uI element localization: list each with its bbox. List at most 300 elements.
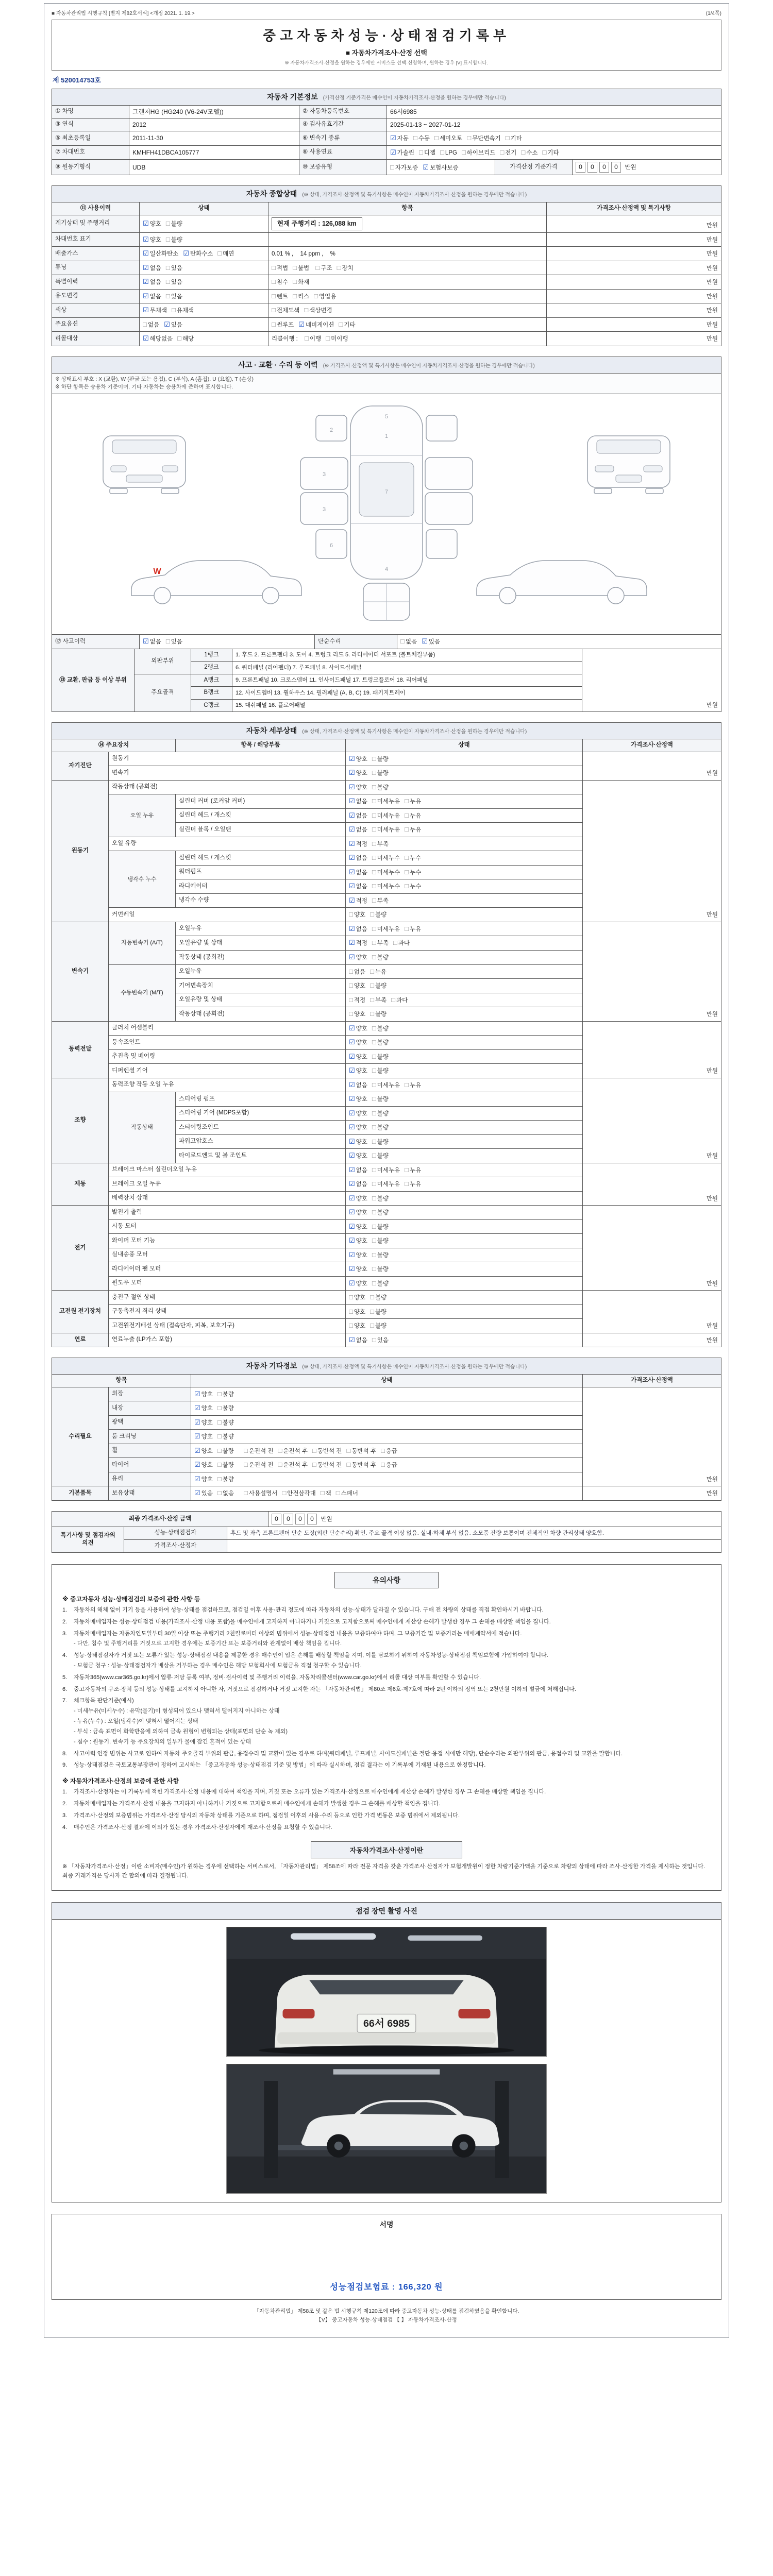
rank-label: 2랭크 — [191, 662, 232, 674]
checkbox-누유[interactable]: □ 누유 — [405, 1165, 422, 1174]
checkbox-없음[interactable]: ☑ 없음 — [349, 854, 367, 862]
opinion-role-label: 가격조사·산정자 — [124, 1540, 227, 1553]
row-label: 리콜대상 — [52, 332, 140, 346]
checkbox-잭[interactable]: □ 잭 — [320, 1489, 331, 1497]
checkbox-양호[interactable]: □ 양호 — [349, 1307, 366, 1315]
notice-heading-2: ※ 자동차가격조사·산정의 보증에 관한 사항 — [62, 1777, 179, 1785]
checkbox-양호[interactable]: ☑ 양호 — [349, 953, 367, 961]
checkbox-적정[interactable]: ☑ 적정 — [349, 839, 367, 848]
checkbox-양호[interactable]: □ 양호 — [349, 1321, 366, 1330]
checkbox-운전석 후[interactable]: □ 운전석 후 — [278, 1461, 308, 1469]
col-misc-state: 상태 — [191, 1375, 583, 1387]
checkbox-icon: □ — [272, 263, 276, 272]
checkbox-적정[interactable]: ☑ 적정 — [349, 939, 367, 947]
checkbox-icon: □ — [372, 1222, 376, 1230]
checkbox-없음[interactable]: ☑ 없음 — [349, 924, 367, 933]
checkbox-불량[interactable]: □ 불량 — [372, 1250, 389, 1259]
misc-item-label: 유리 — [109, 1472, 191, 1486]
checkbox-불량[interactable]: □ 불량 — [370, 910, 387, 919]
checkbox-침수[interactable]: □ 침수 — [272, 278, 289, 286]
item-label: 타이로드엔드 및 볼 조인트 — [176, 1149, 346, 1163]
checkbox-불량[interactable]: □ 불량 — [372, 1109, 389, 1117]
checkbox-미세누수[interactable]: □ 미세누수 — [372, 882, 400, 890]
checkbox-안전삼각대[interactable]: □ 안전삼각대 — [282, 1489, 316, 1497]
checkbox-icon: ☑ — [349, 1024, 355, 1032]
checkbox-불법[interactable]: □ 불법 — [293, 263, 310, 272]
checkbox-누수[interactable]: □ 누수 — [405, 854, 422, 862]
checkbox-가솔린[interactable]: ☑ 가솔린 — [390, 148, 414, 156]
item-state — [346, 1291, 583, 1305]
checkbox-양호[interactable]: ☑ 양호 — [349, 1066, 367, 1075]
item-label: 발전기 출력 — [109, 1206, 346, 1220]
group-label: 변속기 — [52, 922, 109, 1021]
checkbox-icon: □ — [372, 1265, 376, 1273]
checkbox-불량[interactable]: □ 불량 — [372, 1024, 389, 1032]
checkbox-응급[interactable]: □ 응급 — [380, 1446, 398, 1454]
checkbox-없음[interactable]: ☑ 없음 — [349, 882, 367, 890]
checkbox-적법[interactable]: □ 적법 — [272, 263, 289, 272]
panel-number-label: 7 — [384, 489, 389, 496]
checkbox-디젤[interactable]: □ 디젤 — [418, 148, 436, 156]
checkbox-기타[interactable]: □ 기타 — [339, 320, 356, 328]
checkbox-LPG[interactable]: □ LPG — [440, 148, 457, 156]
rear-view-outline — [587, 436, 670, 494]
checkbox-유채색[interactable]: □ 유채색 — [171, 306, 194, 314]
checkbox-과다[interactable]: □ 과다 — [393, 939, 410, 947]
checkbox-양호[interactable]: □ 양호 — [349, 1010, 366, 1018]
checkbox-양호[interactable]: ☑ 양호 — [349, 1052, 367, 1060]
first-registration-label: ⑤ 최초등록일 — [52, 131, 129, 146]
checkbox-불량[interactable]: □ 불량 — [165, 219, 182, 227]
checkbox-무단변속기[interactable]: □ 무단변속기 — [467, 134, 501, 142]
checkbox-icon: □ — [165, 219, 170, 227]
checkbox-썬루프[interactable]: □ 썬루프 — [272, 320, 294, 328]
checkbox-있음[interactable]: □ 있음 — [165, 263, 182, 272]
exchange-rank-table — [52, 649, 721, 713]
checkbox-양호[interactable]: ☑ 양호 — [194, 1461, 213, 1469]
checkbox-없음[interactable]: □ 없음 — [217, 1489, 234, 1497]
misc-item-label: 광택 — [109, 1415, 191, 1430]
checkbox-누유[interactable]: □ 누유 — [405, 825, 422, 834]
checkbox-양호[interactable]: ☑ 양호 — [143, 235, 161, 243]
checkbox-운전석 전[interactable]: □ 운전석 전 — [243, 1446, 274, 1454]
checkbox-icon: □ — [312, 1446, 316, 1454]
detail-row — [52, 1163, 721, 1177]
checkbox-자동[interactable]: ☑ 자동 — [390, 134, 409, 142]
opinion-role-label: 성능·상태점검자 — [124, 1527, 227, 1540]
checkbox-양호[interactable]: ☑ 양호 — [349, 1038, 367, 1046]
checkbox-매연[interactable]: □ 매연 — [217, 249, 234, 258]
checkbox-icon: ☑ — [349, 939, 355, 947]
checkbox-일산화탄소[interactable]: ☑ 일산화탄소 — [143, 249, 179, 258]
checkbox-icon: □ — [370, 910, 374, 919]
checkbox-icon: □ — [171, 306, 176, 314]
checkbox-불량[interactable]: □ 불량 — [217, 1446, 234, 1454]
checkbox-있음[interactable]: ☑ 있음 — [422, 637, 440, 646]
item-label: 배력장치 상태 — [109, 1191, 346, 1206]
checkbox-미세누유[interactable]: □ 미세누유 — [372, 797, 400, 805]
checkbox-누유[interactable]: □ 누유 — [405, 811, 422, 819]
item-state — [346, 893, 583, 908]
vehicle-name-value: 그랜저HG (HG240 (V6-24V모델)) — [129, 105, 299, 118]
price-survey-option-label: ■ 자동차가격조사·산정 선택 — [346, 49, 427, 57]
checkbox-적정[interactable]: □ 적정 — [349, 995, 366, 1004]
checkbox-양호[interactable]: ☑ 양호 — [349, 1194, 367, 1202]
checkbox-있음[interactable]: □ 있음 — [165, 278, 182, 286]
checkbox-icon: ☑ — [143, 235, 149, 243]
checkbox-icon: ☑ — [349, 1095, 355, 1103]
warranty-type-checks — [387, 160, 495, 175]
checkbox-불량[interactable]: □ 불량 — [217, 1389, 234, 1398]
checkbox-없음[interactable]: ☑ 없음 — [349, 797, 367, 805]
checkbox-전체도색[interactable]: □ 전체도색 — [272, 306, 300, 314]
checkbox-icon: ☑ — [143, 278, 149, 286]
inspection-validity-value: 2025-01-13 ~ 2027-01-12 — [387, 118, 721, 131]
checkbox-보험사보증[interactable]: ☑ 보험사보증 — [423, 163, 459, 171]
checkbox-불량[interactable]: □ 불량 — [372, 1236, 389, 1245]
checkbox-수소[interactable]: □ 수소 — [521, 148, 538, 156]
photo-lift-view — [226, 2064, 547, 2194]
checkbox-미세누수[interactable]: □ 미세누수 — [372, 854, 400, 862]
side-view-right-outline — [477, 561, 647, 604]
checkbox-미세누유[interactable]: □ 미세누유 — [372, 1080, 400, 1089]
checkbox-없음[interactable]: ☑ 없음 — [143, 637, 161, 646]
notice-item: 9. 성능·상태점검은 국토교통부장관이 정하여 고시하는 「중고자동차 성능·상태점검 기준 및 방법」에 따라 실시하며, 점검 결과는 이 기록부에 기재된 내용으로 한정합니다. — [62, 1762, 486, 1769]
checkbox-응급[interactable]: □ 응급 — [380, 1461, 398, 1469]
checkbox-없음[interactable]: ☑ 없음 — [349, 1165, 367, 1174]
row-extra — [268, 275, 547, 290]
checkbox-불량[interactable]: □ 불량 — [217, 1418, 234, 1426]
checkbox-양호[interactable]: □ 양호 — [349, 981, 366, 990]
item-label: 변속기 — [109, 766, 346, 781]
checkbox-양호[interactable]: ☑ 양호 — [349, 783, 367, 791]
checkbox-양호[interactable]: ☑ 양호 — [349, 1208, 367, 1216]
item-label: 추진축 및 베어링 — [109, 1049, 346, 1064]
checkbox-불량[interactable]: □ 불량 — [372, 754, 389, 762]
checkbox-불량[interactable]: □ 불량 — [372, 1038, 389, 1046]
checkbox-icon: □ — [165, 263, 170, 272]
checkbox-하이브리드[interactable]: □ 하이브리드 — [461, 148, 496, 156]
checkbox-적정[interactable]: ☑ 적정 — [349, 896, 367, 904]
checkbox-운전석 후[interactable]: □ 운전석 후 — [278, 1446, 308, 1454]
checkbox-icon: □ — [243, 1489, 248, 1497]
checkbox-미세누유[interactable]: □ 미세누유 — [372, 825, 400, 834]
group-label: 원동기 — [52, 780, 109, 922]
base-price-value: 0 0 0 0 만원 — [573, 160, 721, 175]
checkbox-누유[interactable]: □ 누유 — [405, 1180, 422, 1188]
checkbox-과다[interactable]: □ 과다 — [391, 995, 408, 1004]
simple-repair-label: 단순수리 — [315, 635, 397, 649]
checkbox-icon: ☑ — [349, 896, 355, 904]
row-price: 만원 — [547, 289, 721, 303]
checkbox-양호[interactable]: ☑ 양호 — [349, 1109, 367, 1117]
checkbox-사용설명서[interactable]: □ 사용설명서 — [243, 1489, 278, 1497]
group-label: 연료 — [52, 1333, 109, 1347]
row-state — [140, 317, 268, 332]
item-state — [346, 1333, 583, 1347]
checkbox-누수[interactable]: □ 누수 — [405, 868, 422, 876]
checkbox-없음[interactable]: ☑ 없음 — [143, 292, 161, 300]
notice-item: 7. 체크항목 판단기준(예시) - 미세누유(미세누수) : 유막(물기)이 형성되어 있으나 맺혀서 떨어지지 아니하는 상태 - 누유(누수) : 오일(냉각수)이 맺혀서 떨어지는 상태 - 부식 : 금속 표면이 화학반응에 의하여 금속 원형이 변형되는 상태(표면의 단순 녹 제외) - 침수 : 원동기, 변속기 등 주요장치의 일부가 물에 잠긴 흔적이 있는 상태 — [62, 1698, 288, 1745]
checkbox-icon: □ — [349, 1307, 353, 1315]
group-label: 고전원 전기장치 — [52, 1291, 109, 1333]
checkbox-영업용[interactable]: □ 영업용 — [314, 292, 337, 300]
checkbox-불량[interactable]: □ 불량 — [372, 1208, 389, 1216]
checkbox-탄화수소[interactable]: ☑ 탄화수소 — [183, 249, 213, 258]
checkbox-icon: □ — [390, 163, 394, 171]
checkbox-없음[interactable]: ☑ 없음 — [349, 868, 367, 876]
checkbox-불량[interactable]: □ 불량 — [372, 1123, 389, 1131]
item-label: 작동상태 (공회전) — [109, 780, 346, 794]
final-price-value: 0 0 0 0 만원 — [268, 1511, 721, 1527]
misc-group-label: 기본품목 — [52, 1486, 109, 1501]
checkbox-세미오토[interactable]: □ 세미오토 — [434, 134, 463, 142]
checkbox-양호[interactable]: ☑ 양호 — [349, 1250, 367, 1259]
checkbox-운전석 전[interactable]: □ 운전석 전 — [243, 1461, 274, 1469]
checkbox-불량[interactable]: □ 불량 — [372, 1052, 389, 1060]
row-extra: 리콜이행 : □ 이행 □ 미이행 — [268, 332, 547, 346]
checkbox-동반석 전[interactable]: □ 동반석 전 — [312, 1461, 342, 1469]
checkbox-색상변경[interactable]: □ 색상변경 — [304, 306, 332, 314]
checkbox-화재[interactable]: □ 화재 — [293, 278, 310, 286]
checkbox-누유[interactable]: □ 누유 — [370, 967, 387, 975]
rank-price: 만원 — [582, 649, 721, 712]
checkbox-양호[interactable]: □ 양호 — [349, 1293, 366, 1301]
checkbox-icon: □ — [349, 1321, 353, 1330]
final-price-table — [52, 1511, 721, 1527]
checkbox-양호[interactable]: ☑ 양호 — [194, 1432, 213, 1440]
checkbox-icon: □ — [372, 1109, 376, 1117]
checkbox-없음[interactable]: ☑ 없음 — [349, 811, 367, 819]
row-price: 만원 — [547, 303, 721, 318]
checkbox-부족[interactable]: □ 부족 — [372, 839, 389, 848]
checkbox-있음[interactable]: □ 있음 — [165, 637, 182, 646]
checkbox-스패너[interactable]: □ 스패너 — [335, 1489, 358, 1497]
checkbox-불량[interactable]: □ 불량 — [372, 1151, 389, 1160]
item-label: 실린더 헤드 / 개스킷 — [176, 851, 346, 866]
checkbox-양호[interactable]: ☑ 양호 — [349, 1095, 367, 1103]
item-label: 실린더 커버 (로커암 커버) — [176, 794, 346, 809]
row-extra — [268, 289, 547, 303]
checkbox-양호[interactable]: ☑ 양호 — [349, 1123, 367, 1131]
misc-item-state — [191, 1458, 583, 1472]
checkbox-무채색[interactable]: ☑ 무채색 — [143, 306, 167, 314]
row-label: 튜닝 — [52, 261, 140, 275]
checkbox-icon: ☑ — [423, 163, 429, 171]
price-digit-box: 0 — [295, 1514, 305, 1524]
checkbox-자가보증[interactable]: □ 자가보증 — [390, 163, 418, 171]
checkbox-불량[interactable]: □ 불량 — [217, 1475, 234, 1483]
checkbox-미세누유[interactable]: □ 미세누유 — [372, 811, 400, 819]
checkbox-불량[interactable]: □ 불량 — [372, 1066, 389, 1075]
item-state — [346, 865, 583, 879]
checkbox-양호[interactable]: ☑ 양호 — [349, 1279, 367, 1287]
checkbox-미세누유[interactable]: □ 미세누유 — [372, 1180, 400, 1188]
item-state — [346, 951, 583, 965]
checkbox-네비게이션[interactable]: ☑ 네비게이션 — [298, 320, 334, 328]
checkbox-icon: □ — [372, 896, 376, 904]
checkbox-icon: □ — [349, 967, 353, 975]
checkbox-부족[interactable]: □ 부족 — [370, 995, 387, 1004]
checkbox-icon: □ — [349, 1010, 353, 1018]
checkbox-icon: ☑ — [349, 1180, 355, 1188]
checkbox-icon: ☑ — [143, 306, 149, 314]
checkbox-icon: ☑ — [349, 1222, 355, 1230]
checkbox-icon: □ — [243, 1446, 248, 1454]
checkbox-불량[interactable]: □ 불량 — [370, 1293, 387, 1301]
subgroup-label: 냉각수 누수 — [109, 851, 176, 908]
checkbox-기타[interactable]: □ 기타 — [505, 134, 522, 142]
checkbox-양호[interactable]: ☑ 양호 — [194, 1475, 213, 1483]
checkbox-icon: □ — [372, 1335, 376, 1344]
checkbox-양호[interactable]: ☑ 양호 — [349, 754, 367, 762]
misc-item-state — [191, 1472, 583, 1486]
checkbox-양호[interactable]: ☑ 양호 — [349, 1222, 367, 1230]
registration-number-label: ② 자동차등록번호 — [299, 105, 387, 118]
checkbox-icon: ☑ — [349, 854, 355, 862]
checkbox-양호[interactable]: ☑ 양호 — [349, 1024, 367, 1032]
checkbox-없음[interactable]: □ 없음 — [400, 637, 417, 646]
checkbox-불량[interactable]: □ 불량 — [370, 981, 387, 990]
checkbox-icon: □ — [372, 1080, 376, 1089]
row-price: 만원 — [547, 317, 721, 332]
checkbox-있음[interactable]: □ 있음 — [372, 1335, 389, 1344]
checkbox-불량[interactable]: □ 불량 — [370, 1307, 387, 1315]
checkbox-렌트[interactable]: □ 렌트 — [272, 292, 289, 300]
checkbox-양호[interactable]: ☑ 양호 — [143, 219, 161, 227]
checkbox-미세누수[interactable]: □ 미세누수 — [372, 868, 400, 876]
checkbox-있음[interactable]: ☑ 있음 — [194, 1489, 213, 1497]
accident-history-checks — [140, 635, 315, 649]
misc-group-label: 수리필요 — [52, 1387, 109, 1486]
checkbox-구조[interactable]: □ 구조 — [315, 263, 332, 272]
checkbox-장치[interactable]: □ 장치 — [337, 263, 354, 272]
notice-item: 1. 가격조사·산정자는 이 기록부에 적힌 가격조사·산정 내용에 대하여 책임을 지며, 거짓 또는 오류가 있는 가격조사·산정으로 매수인에게 재산상 손해가 발생한 경우 그 손해를 배상할 책임을 집니다. — [62, 1789, 546, 1795]
checkbox-동반석 전[interactable]: □ 동반석 전 — [312, 1446, 342, 1454]
group-label: 전기 — [52, 1206, 109, 1291]
checkbox-icon: ☑ — [390, 134, 396, 142]
item-label: 충전구 절연 상태 — [109, 1291, 346, 1305]
checkbox-누유[interactable]: □ 누유 — [405, 1080, 422, 1089]
checkbox-양호[interactable]: ☑ 양호 — [194, 1418, 213, 1426]
checkbox-불량[interactable]: □ 불량 — [372, 1265, 389, 1273]
checkbox-수동[interactable]: □ 수동 — [413, 134, 430, 142]
checkbox-부족[interactable]: □ 부족 — [372, 939, 389, 947]
checkbox-없음[interactable]: ☑ 없음 — [349, 1180, 367, 1188]
checkbox-불량[interactable]: □ 불량 — [372, 1137, 389, 1145]
checkbox-양호[interactable]: ☑ 양호 — [194, 1404, 213, 1412]
checkbox-전기[interactable]: □ 전기 — [500, 148, 517, 156]
row-state — [140, 247, 268, 261]
checkbox-없음[interactable]: ☑ 없음 — [349, 1335, 367, 1344]
damage-mark: W — [153, 567, 161, 577]
checkbox-동반석 후[interactable]: □ 동반석 후 — [346, 1446, 376, 1454]
item-state — [346, 1304, 583, 1319]
checkbox-있음[interactable]: ☑ 있음 — [164, 320, 182, 328]
checkbox-해당없음[interactable]: ☑ 해당없음 — [143, 334, 173, 343]
notice-item: 4. 매수인은 가격조사·산정 결과에 이의가 있는 경우 가격조사·산정자에게 재조사·산정을 요청할 수 있습니다. — [62, 1824, 332, 1831]
checkbox-미세누유[interactable]: □ 미세누유 — [372, 1165, 400, 1174]
checkbox-없음[interactable]: □ 없음 — [349, 967, 366, 975]
checkbox-양호[interactable]: ☑ 양호 — [349, 1151, 367, 1160]
checkbox-없음[interactable]: ☑ 없음 — [143, 263, 161, 272]
checkbox-icon: □ — [372, 924, 376, 933]
checkbox-불량[interactable]: □ 불량 — [217, 1404, 234, 1412]
checkbox-누수[interactable]: □ 누수 — [405, 882, 422, 890]
checkbox-불량[interactable]: □ 불량 — [372, 783, 389, 791]
checkbox-양호[interactable]: ☑ 양호 — [349, 1137, 367, 1145]
checkbox-불량[interactable]: □ 불량 — [370, 1010, 387, 1018]
checkbox-양호[interactable]: □ 양호 — [349, 910, 366, 919]
checkbox-기타[interactable]: □ 기타 — [542, 148, 559, 156]
checkbox-불량[interactable]: □ 불량 — [372, 1194, 389, 1202]
checkbox-양호[interactable]: ☑ 양호 — [349, 1236, 367, 1245]
checkbox-불량[interactable]: □ 불량 — [372, 1222, 389, 1230]
item-label: 실린더 블록 / 오일팬 — [176, 823, 346, 837]
checkbox-icon: □ — [293, 278, 297, 286]
checkbox-불량[interactable]: □ 불량 — [217, 1432, 234, 1440]
footer-line-1: 「자동차관리법」 제58조 및 같은 법 시행규칙 제120조에 따라 중고자동차 성능·상태를 점검하였음을 확인합니다. — [254, 2308, 519, 2314]
checkbox-미이행[interactable]: □ 미이행 — [326, 334, 348, 343]
item-state — [346, 964, 583, 979]
checkbox-불량[interactable]: □ 불량 — [372, 953, 389, 961]
checkbox-해당[interactable]: □ 해당 — [177, 334, 194, 343]
checkbox-동반석 후[interactable]: □ 동반석 후 — [346, 1461, 376, 1469]
checkbox-미세누유[interactable]: □ 미세누유 — [372, 924, 400, 933]
checkbox-없음[interactable]: □ 없음 — [143, 320, 160, 328]
checkbox-있음[interactable]: □ 있음 — [165, 292, 182, 300]
subgroup-label: 수동변속기 (M/T) — [109, 964, 176, 1021]
row-extra — [268, 317, 547, 332]
row-label: 색상 — [52, 303, 140, 318]
checkbox-누유[interactable]: □ 누유 — [405, 797, 422, 805]
row-state — [140, 289, 268, 303]
checkbox-icon: ☑ — [349, 1080, 355, 1089]
panel-number-label: 3 — [322, 506, 326, 513]
summary-row — [52, 275, 721, 290]
misc-item-state — [191, 1401, 583, 1416]
checkbox-누유[interactable]: □ 누유 — [405, 924, 422, 933]
item-state — [346, 1078, 583, 1092]
col-misc-price: 가격조사·산정액 — [583, 1375, 721, 1387]
checkbox-불량[interactable]: □ 불량 — [372, 769, 389, 777]
exchange-section-label: ⑬ 교환, 판금 등 이상 부위 — [52, 649, 135, 712]
rank-items: 9. 프론트패널 10. 크로스멤버 11. 인사이드패널 17. 트렁크플로어 18. 리어패널 — [232, 674, 582, 687]
vehicle-diagram-cell — [52, 394, 721, 635]
checkbox-불량[interactable]: □ 불량 — [372, 1279, 389, 1287]
checkbox-양호[interactable]: ☑ 양호 — [194, 1446, 213, 1454]
checkbox-불량[interactable]: □ 불량 — [370, 1321, 387, 1330]
checkbox-없음[interactable]: ☑ 없음 — [349, 825, 367, 834]
checkbox-양호[interactable]: ☑ 양호 — [349, 769, 367, 777]
checkbox-양호[interactable]: ☑ 양호 — [349, 1265, 367, 1273]
checkbox-없음[interactable]: ☑ 없음 — [143, 278, 161, 286]
checkbox-리스[interactable]: □ 리스 — [293, 292, 310, 300]
checkbox-없음[interactable]: ☑ 없음 — [349, 1080, 367, 1089]
checkbox-불량[interactable]: □ 불량 — [165, 235, 182, 243]
damage-code-legend: ※ 상태표시 부호 : X (교환), W (판금 또는 용접), C (부식), A (흠집), U (요철), T (손상) ※ 하단 항목은 승용차 기준이며, 기타 자동차는 승용차에 준하여 표시합니다. — [52, 373, 721, 394]
checkbox-icon: ☑ — [143, 219, 149, 227]
item-state — [346, 1064, 583, 1078]
checkbox-양호[interactable]: ☑ 양호 — [194, 1389, 213, 1398]
checkbox-불량[interactable]: □ 불량 — [372, 1095, 389, 1103]
item-state — [346, 1021, 583, 1036]
checkbox-불량[interactable]: □ 불량 — [217, 1461, 234, 1469]
checkbox-이행[interactable]: □ 이행 — [305, 334, 322, 343]
checkbox-부족[interactable]: □ 부족 — [372, 896, 389, 904]
vehicle-name-label: ① 차명 — [52, 105, 129, 118]
notice-item: 2. 자동차매매업자는 가격조사·산정 내용을 고지하지 아니하거나 거짓으로 고지함으로써 매수인에게 손해가 발생한 경우 그 손해를 배상할 책임을 집니다. — [62, 1800, 441, 1807]
